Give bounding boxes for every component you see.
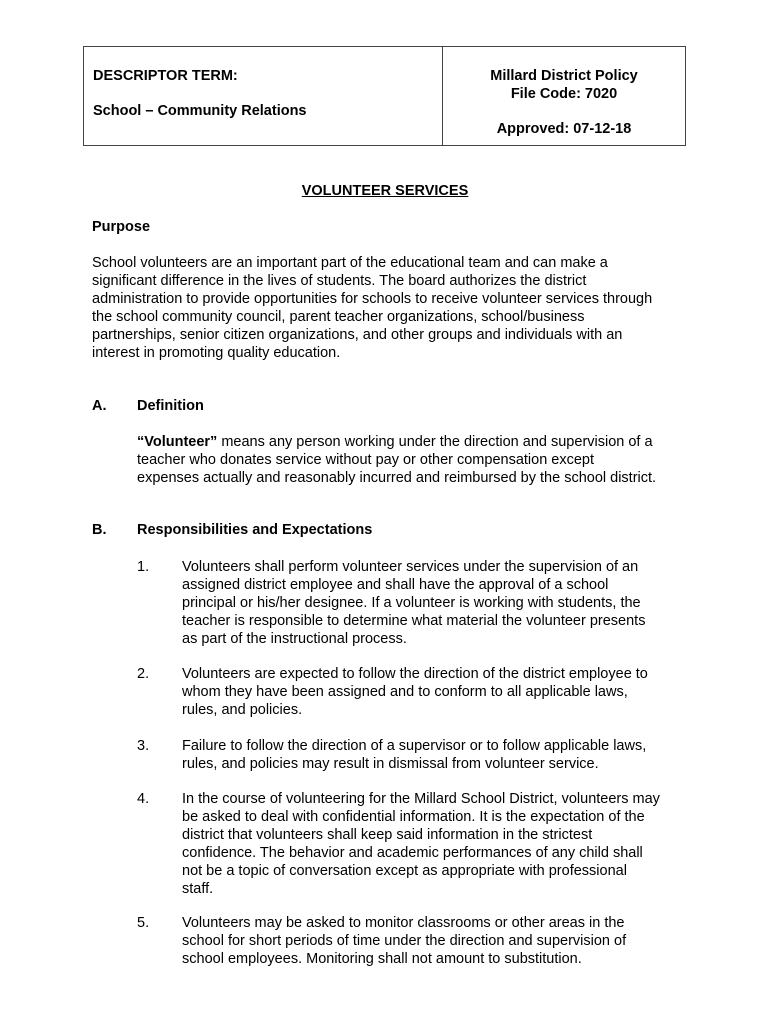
purpose-paragraph: [92, 254, 692, 362]
list-item: [182, 790, 692, 898]
item-line: district that volunteers shall keep said information in the strictest: [182, 827, 593, 843]
defined-term: “Volunteer”: [137, 434, 218, 450]
item-line: whom they have been assigned and to conform to all applicable laws,: [182, 684, 628, 700]
definition-line: expenses actually and reasonably incurred and reimbursed by the school district.: [137, 470, 657, 486]
definition-first-line: [137, 433, 697, 451]
item-number: 4.: [137, 791, 150, 807]
paragraph-line: the school community council, parent teacher organizations, school/business: [92, 309, 585, 325]
list-item: [182, 737, 692, 773]
policy-info-block: [443, 67, 685, 138]
item-line: Volunteers shall perform volunteer services under the supervision of an: [182, 559, 639, 575]
item-line: confidence. The behavior and academic performances of any child shall: [182, 845, 643, 861]
item-number: 5.: [137, 915, 150, 931]
list-item: [182, 914, 692, 968]
list-item: [182, 558, 692, 648]
item-line: rules, and policies may result in dismissal from volunteer service.: [182, 756, 599, 772]
list-item: [182, 665, 692, 719]
item-line: rules, and policies.: [182, 702, 303, 718]
paragraph-line: partnerships, senior citizen organizations, and other groups and individuals with an: [92, 327, 623, 343]
item-line: staff.: [182, 881, 214, 897]
section-b-title: Responsibilities and Expectations: [137, 522, 373, 538]
item-line: Volunteers are expected to follow the direction of the district employee to: [182, 666, 648, 682]
purpose-heading: Purpose: [92, 219, 151, 235]
item-line: principal or his/her designee. If a volunteer is working with students, the: [182, 595, 641, 611]
item-line: In the course of volunteering for the Millard School District, volunteers may: [182, 791, 660, 807]
descriptor-block: [93, 67, 307, 120]
item-line: Volunteers may be asked to monitor classrooms or other areas in the: [182, 915, 625, 931]
descriptor-value: School – Community Relations: [93, 103, 307, 119]
paragraph-line: interest in promoting quality education.: [92, 345, 341, 361]
item-number: 2.: [137, 666, 150, 682]
item-line: not be a topic of conversation except as appropriate with professional: [182, 863, 627, 879]
paragraph-line: significant difference in the lives of students. The board authorizes the district: [92, 273, 587, 289]
paragraph-line: School volunteers are an important part of the educational team and can make a: [92, 255, 608, 271]
item-line: as part of the instructional process.: [182, 631, 407, 647]
definition-line: teacher who donates service without pay or other compensation except: [137, 452, 595, 468]
section-b-letter: B.: [92, 522, 107, 538]
document-title: VOLUNTEER SERVICES: [301, 183, 469, 199]
item-number: 1.: [137, 559, 150, 575]
descriptor-label: DESCRIPTOR TERM:: [93, 68, 238, 84]
item-line: teacher is responsible to determine what material the volunteer presents: [182, 613, 646, 629]
approved-date: Approved: 07-12-18: [496, 121, 632, 137]
volunteer-definition: [137, 433, 697, 487]
item-line: school employees. Monitoring shall not amount to substitution.: [182, 951, 582, 967]
policy-name: Millard District Policy: [490, 68, 638, 84]
item-line: school for short periods of time under the direction and supervision of: [182, 933, 627, 949]
file-code: File Code: 7020: [510, 86, 618, 102]
paragraph-line: administration to provide opportunities for schools to receive volunteer services through: [92, 291, 653, 307]
item-line: Failure to follow the direction of a supervisor or to follow applicable laws,: [182, 738, 647, 754]
item-line: assigned district employee and shall have the approval of a school: [182, 577, 609, 593]
section-a-letter: A.: [92, 398, 107, 414]
policy-header-box: [83, 46, 686, 146]
item-number: 3.: [137, 738, 150, 754]
item-line: be asked to deal with confidential information. It is the expectation of the: [182, 809, 645, 825]
section-a-title: Definition: [137, 398, 204, 414]
definition-text: means any person working under the direction and supervision of a: [217, 434, 653, 450]
